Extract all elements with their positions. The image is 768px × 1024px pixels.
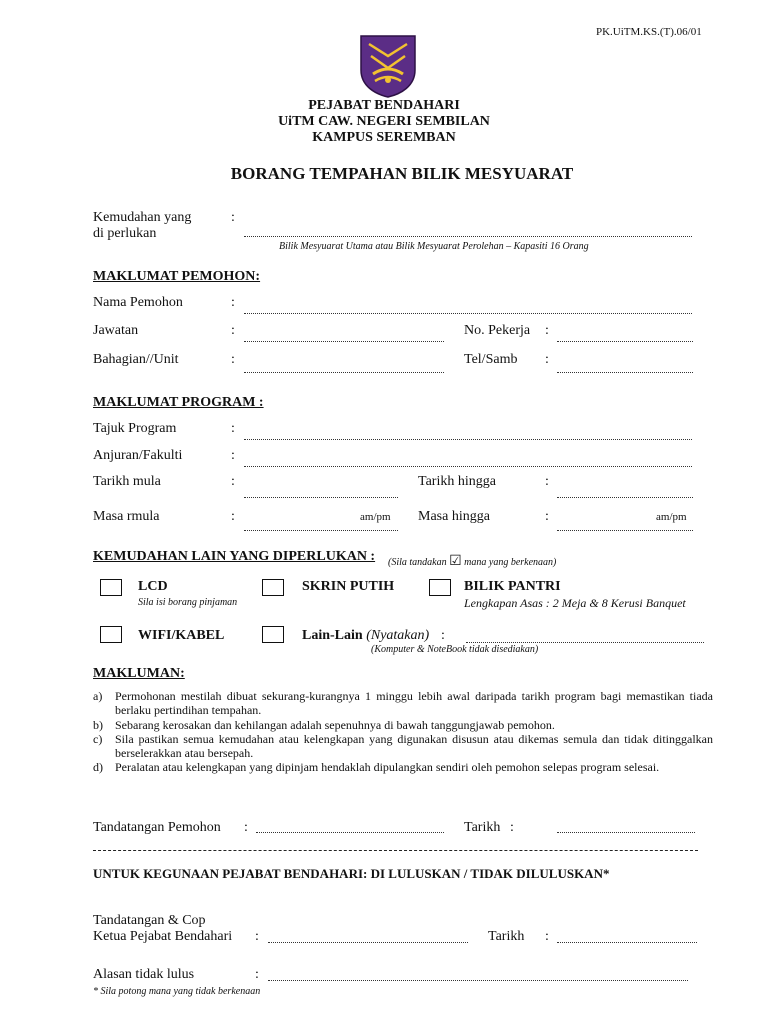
others-specify-label: (Nyatakan) (366, 628, 430, 643)
start-time-label: Masa rmula (93, 509, 160, 524)
facility-label-line2: di perlukan (93, 226, 157, 241)
checkbox-icon: ☑ (449, 554, 462, 569)
colon: : (231, 448, 235, 463)
footnote: * Sila potong mana yang tidak berkenaan (93, 986, 261, 997)
bursar-signature-field[interactable] (268, 942, 468, 943)
colon: : (545, 474, 549, 489)
signature-date-label: Tarikh (464, 820, 501, 835)
instruction-text: (Sila tandakan (388, 557, 447, 568)
list-item (93, 732, 713, 761)
campus-name: KAMPUS SEREMBAN (312, 130, 456, 145)
list-text: Peralatan atau kelengkapan yang dipinjam hendaklah dipulangkan sendiri oleh pemohon selepas program selesai. (115, 760, 660, 775)
cut-line (93, 850, 698, 851)
list-marker: c) (93, 731, 103, 746)
office-use-heading: UNTUK KEGUNAAN PEJABAT BENDAHARI: DI LULUSKAN / TIDAK DILULUSKAN* (93, 866, 610, 881)
list-text: Sebarang kerosakan dan kehilangan adalah sepenuhnya di bawah tanggungjawab pemohon. (115, 717, 555, 732)
rejection-reason-label: Alasan tidak lulus (93, 967, 195, 982)
position-field[interactable] (244, 341, 444, 342)
staff-no-label: No. Pekerja (464, 323, 531, 338)
end-date-field[interactable] (557, 497, 693, 498)
pantry-checkbox[interactable] (429, 579, 451, 596)
position-label: Jawatan (93, 323, 139, 338)
form-title: BORANG TEMPAHAN BILIK MESYUARAT (230, 164, 574, 183)
end-time-label: Masa hingga (418, 509, 490, 524)
colon: : (231, 421, 235, 436)
wifi-label: WIFI/KABEL (138, 628, 225, 643)
list-marker: d) (93, 760, 103, 775)
instruction-text-end: mana yang berkenaan) (464, 557, 557, 568)
colon: : (231, 509, 235, 524)
colon: : (545, 509, 549, 524)
start-date-field[interactable] (244, 497, 398, 498)
white-screen-label: SKRIN PUTIH (302, 579, 395, 594)
pantry-note: Lengkapan Asas : 2 Meja & 8 Kerusi Banquet (464, 596, 686, 610)
pantry-label: BILIK PANTRI (464, 579, 561, 594)
colon: : (231, 474, 235, 489)
checkbox-instruction (388, 553, 556, 570)
name-field[interactable] (244, 313, 692, 314)
list-marker: a) (93, 689, 103, 703)
department-label: Bahagian//Unit (93, 352, 179, 367)
program-title-field[interactable] (244, 439, 692, 440)
colon: : (231, 323, 235, 338)
start-date-label: Tarikh mula (93, 474, 161, 489)
branch-name: UiTM CAW. NEGERI SEMBILAN (278, 114, 490, 129)
name-label: Nama Pemohon (93, 295, 183, 310)
office-name: PEJABAT BENDAHARI (308, 98, 460, 113)
list-item (93, 718, 713, 732)
colon: : (510, 820, 514, 835)
list-text: Sila pastikan semua kemudahan atau kelengkapan yang digunakan disusun atau dikemas semula dan tidak ditinggalkan berselerakkan atau bersepah. (115, 731, 713, 761)
list-marker: b) (93, 717, 103, 732)
signature-date-field[interactable] (557, 832, 695, 833)
staff-no-field[interactable] (557, 341, 693, 342)
form-code: PK.UiTM.KS.(T).06/01 (596, 26, 702, 38)
uitm-logo (359, 34, 417, 98)
colon: : (255, 929, 259, 944)
colon: : (255, 967, 259, 982)
others-note: (Komputer & NoteBook tidak disediakan) (371, 644, 539, 655)
notice-list (93, 689, 713, 775)
facility-note: Bilik Mesyuarat Utama atau Bilik Mesyuarat Perolehan – Kapasiti 16 Orang (279, 241, 589, 252)
white-screen-checkbox[interactable] (262, 579, 284, 596)
stamp-label: Tandatangan & Cop (93, 913, 206, 928)
lcd-note: Sila isi borang pinjaman (138, 597, 238, 608)
lcd-label: LCD (138, 579, 168, 594)
start-ampm: am/pm (360, 511, 391, 523)
colon: : (231, 210, 235, 225)
facility-field[interactable] (244, 236, 692, 237)
end-time-field[interactable] (557, 530, 693, 531)
colon: : (545, 929, 549, 944)
applicant-signature-label: Tandatangan Pemohon (93, 820, 221, 835)
department-field[interactable] (244, 372, 444, 373)
list-item (93, 689, 713, 718)
end-ampm: am/pm (656, 511, 687, 523)
applicant-heading: MAKLUMAT PEMOHON: (93, 269, 261, 284)
office-date-label: Tarikh (488, 929, 525, 944)
list-text: Permohonan mestilah dibuat sekurang-kurangnya 1 minggu lebih awal daripada tarikh program bagi memastikan tiada berlaku pertindihan tempahan. (115, 689, 713, 718)
others-field[interactable] (466, 642, 704, 643)
other-facilities-heading: KEMUDAHAN LAIN YANG DIPERLUKAN : (93, 549, 376, 564)
program-heading: MAKLUMAT PROGRAM : (93, 395, 264, 410)
notice-heading: MAKLUMAN: (93, 666, 185, 681)
organizer-field[interactable] (244, 466, 692, 467)
applicant-signature-field[interactable] (256, 832, 444, 833)
colon: : (244, 820, 248, 835)
organizer-label: Anjuran/Fakulti (93, 448, 183, 463)
bursar-head-label: Ketua Pejabat Bendahari (93, 929, 233, 944)
list-item (93, 760, 713, 774)
others-label-group (302, 628, 429, 644)
program-title-label: Tajuk Program (93, 421, 177, 436)
phone-label: Tel/Samb (464, 352, 518, 367)
rejection-reason-field[interactable] (268, 980, 688, 981)
colon: : (545, 323, 549, 338)
uitm-crest-icon (359, 34, 417, 98)
office-date-field[interactable] (557, 942, 697, 943)
colon: : (231, 295, 235, 310)
colon: : (441, 628, 445, 643)
others-label: Lain-Lain (302, 628, 363, 643)
start-time-field[interactable] (244, 530, 398, 531)
wifi-checkbox[interactable] (100, 626, 122, 643)
end-date-label: Tarikh hingga (418, 474, 496, 489)
facility-label: Kemudahan yang (93, 210, 192, 225)
others-checkbox[interactable] (262, 626, 284, 643)
colon: : (545, 352, 549, 367)
lcd-checkbox[interactable] (100, 579, 122, 596)
colon: : (231, 352, 235, 367)
phone-field[interactable] (557, 372, 693, 373)
